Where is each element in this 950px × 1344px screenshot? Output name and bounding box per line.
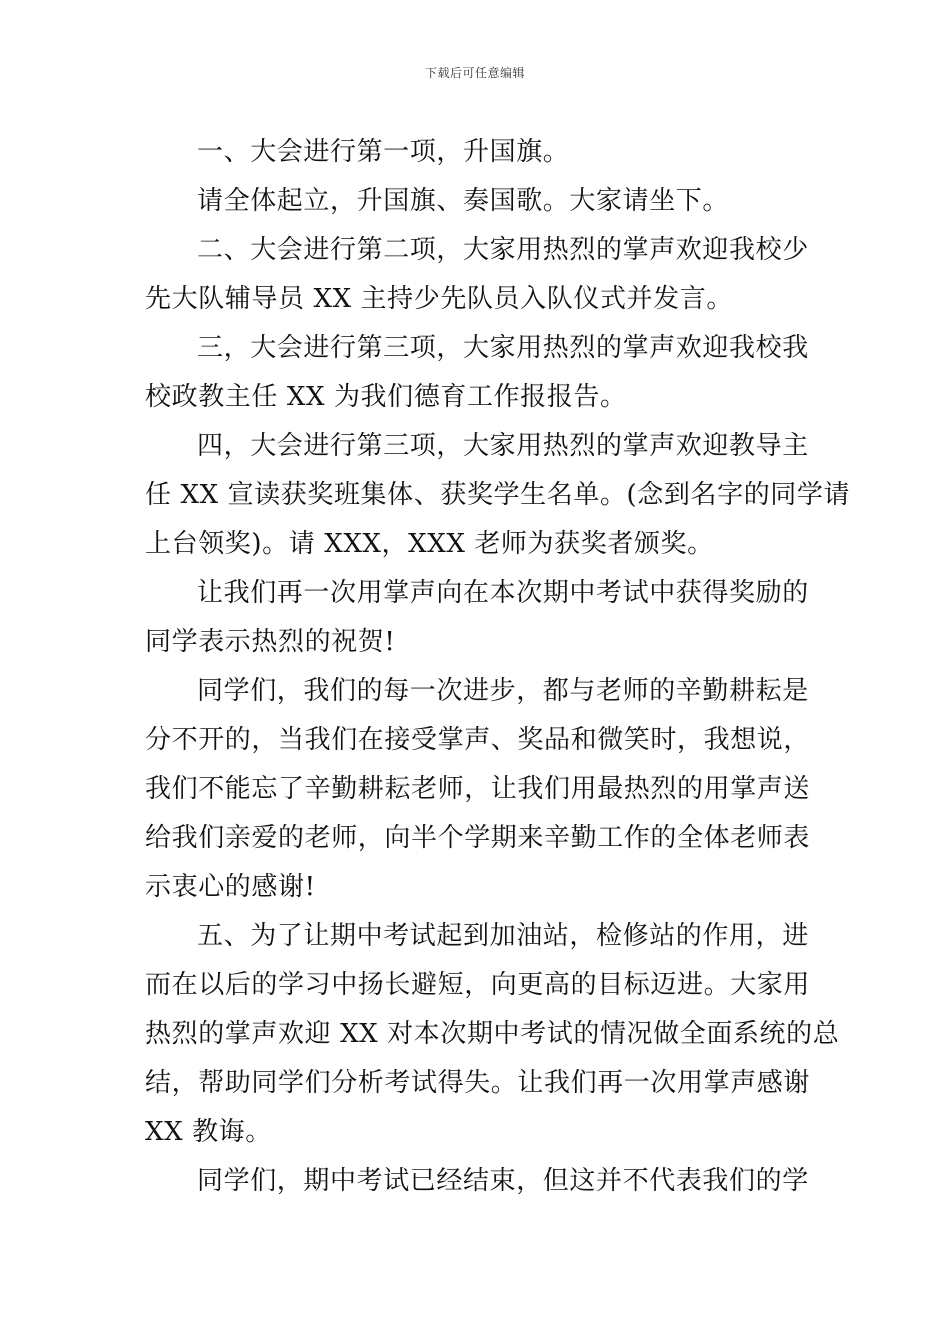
text-line: 让我们再一次用掌声向在本次期中考试中获得奖励的 (197, 578, 809, 608)
text-line: 二、大会进行第二项，大家用热烈的掌声欢迎我校少 (197, 235, 809, 265)
text-line: 五、为了让期中考试起到加油站，检修站的作用，进 (197, 921, 809, 951)
page-header-note: 下载后可任意编辑 (424, 66, 525, 80)
document-body (145, 128, 851, 1206)
text-line: 分不开的，当我们在接受掌声、奖品和微笑时，我想说， (145, 725, 811, 755)
text-line: 请全体起立，升国旗、奏国歌。大家请坐下。 (197, 186, 730, 216)
text-line: 先大队辅导员 XX 主持少先队员入队仪式并发言。 (145, 284, 733, 314)
text-line: 一、大会进行第一项，升国旗。 (197, 137, 570, 167)
text-line: 我们不能忘了辛勤耕耘老师，让我们用最热烈的用掌声送 (145, 774, 811, 804)
text-line: 同学们，期中考试已经结束，但这并不代表我们的学 (197, 1166, 809, 1196)
text-line: 任 XX 宣读获奖班集体、获奖学生名单。(念到名字的同学请 (145, 480, 851, 510)
text-line: 同学表示热烈的祝贺! (145, 627, 396, 657)
text-line: 而在以后的学习中扬长避短，向更高的目标迈进。大家用 (145, 970, 811, 1000)
text-line: XX 教诲。 (145, 1117, 272, 1147)
text-line: 同学们，我们的每一次进步，都与老师的辛勤耕耘是 (197, 676, 809, 706)
text-line: 热烈的掌声欢迎 XX 对本次期中考试的情况做全面系统的总 (145, 1019, 840, 1049)
text-line: 四，大会进行第三项，大家用热烈的掌声欢迎教导主 (197, 431, 809, 461)
text-line: 三，大会进行第三项，大家用热烈的掌声欢迎我校我 (197, 333, 809, 363)
text-line: 示衷心的感谢! (145, 872, 316, 902)
text-line: 给我们亲爱的老师，向半个学期来辛勤工作的全体老师表 (145, 823, 811, 853)
text-line: 校政教主任 XX 为我们德育工作报报告。 (145, 382, 627, 412)
text-line: 上台领奖)。请 XXX，XXX 老师为获奖者颁奖。 (145, 529, 714, 559)
text-line: 结，帮助同学们分析考试得失。让我们再一次用掌声感谢 (145, 1068, 811, 1098)
